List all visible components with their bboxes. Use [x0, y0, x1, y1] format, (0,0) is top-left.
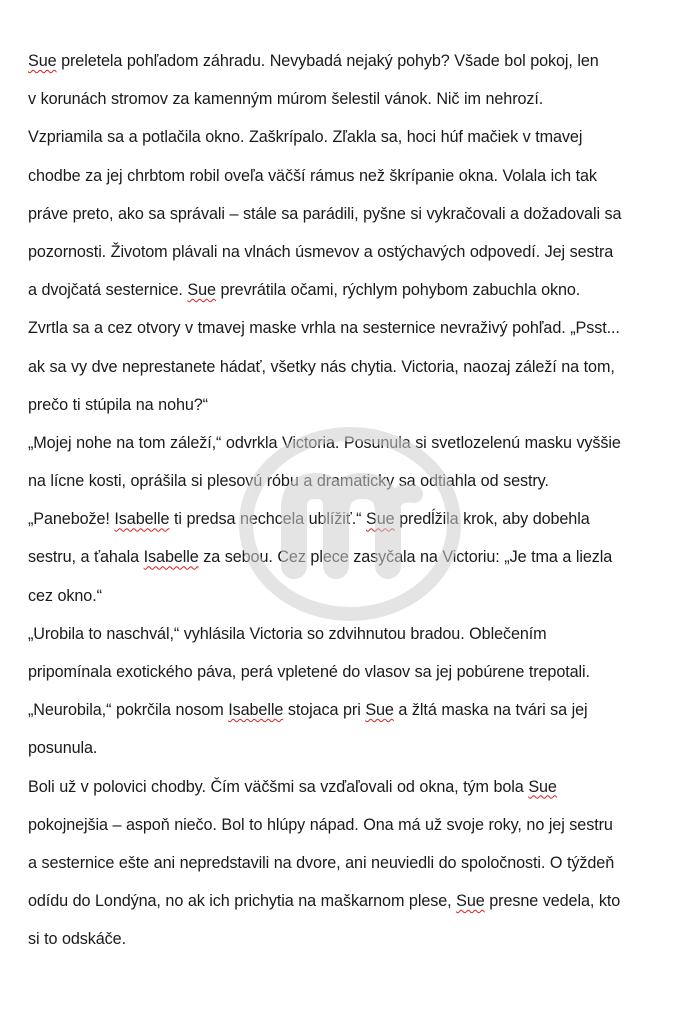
text-segment: práve preto, ako sa správali – stále sa parádili, pyšne si vykračovali a dožadovali sa [28, 204, 622, 223]
spellcheck-flagged-word: Sue [187, 281, 216, 300]
text-line [28, 195, 668, 233]
text-segment: presne vedela, kto [484, 892, 621, 911]
text-line [28, 806, 668, 844]
text-segment: „Neurobila,“ pokrčila nosom [28, 701, 229, 720]
text-line [28, 309, 668, 347]
text-line [28, 538, 668, 576]
text-segment: pripomínala exotického páva, perá vpletené do vlasov sa jej pobúrene trepotali. [28, 663, 590, 681]
text-segment: za sebou. Cez plece zasyčala na Victoriu: „Je tma a liezla [198, 548, 613, 567]
text-segment: ti predsa nechcela ublížiť.“ [169, 510, 367, 529]
text-segment: pokojnejšia – aspoň niečo. Bol to hlúpy nápad. Ona má už svoje roky, no jej sestru [28, 815, 613, 834]
text-segment: „Urobila to naschvál,“ vyhlásila Victoria so zdvihnutou bradou. Oblečením [28, 624, 547, 643]
text-line [28, 386, 668, 424]
text-segment: stojaca pri [283, 701, 366, 720]
text-line [28, 424, 668, 462]
text-segment: „Mojej nohe na tom záleží,“ odvrkla Victoria. Posunula si svetlozelenú masku vyššie [28, 433, 621, 452]
text-line [28, 691, 668, 729]
text-segment: na lícne kosti, oprášila si plesovú róbu a dramaticky sa odtiahla od sestry. [28, 472, 549, 491]
text-segment: si to odskáče. [28, 930, 126, 949]
text-line [28, 882, 668, 920]
text-line [28, 348, 668, 386]
document-text [28, 42, 668, 959]
text-segment: cez okno.“ [28, 586, 102, 605]
spellcheck-flagged-word: Sue [456, 892, 485, 911]
text-line [28, 233, 668, 271]
text-segment: ak sa vy dve neprestanete hádať, všetky nás chytia. Victoria, naozaj záleží na tom, [28, 357, 615, 376]
text-segment: „Panebože! [28, 510, 115, 529]
text-line [28, 118, 668, 156]
text-segment: posunula. [28, 739, 98, 758]
text-line [28, 80, 668, 118]
spellcheck-flagged-word: Isabelle [228, 701, 284, 720]
spellcheck-flagged-word: Sue [365, 701, 394, 720]
text-line [28, 768, 668, 806]
text-line [28, 157, 668, 195]
text-line [28, 42, 668, 80]
text-segment: v korunách stromov za kamenným múrom šelestil vánok. Nič im nehrozí. [28, 90, 544, 109]
text-segment: Zvrtla sa a cez otvory v tmavej maske vrhla na sesternice nevraživý pohľad. „Psst... [28, 319, 620, 338]
spellcheck-flagged-word: Sue [28, 52, 57, 70]
text-segment: prečo ti stúpila na nohu?“ [28, 395, 208, 414]
text-line [28, 844, 668, 882]
text-line [28, 577, 668, 615]
text-line [28, 653, 668, 691]
text-line [28, 462, 668, 500]
text-segment: chodbe za jej chrbtom robil oveľa väčší rámus než škrípanie okna. Volala ich tak [28, 166, 597, 185]
spellcheck-flagged-word: Isabelle [114, 510, 170, 529]
text-segment: a dvojčatá sesternice. [28, 281, 188, 300]
text-line [28, 271, 668, 309]
text-segment: prevrátila očami, rýchlym pohybom zabuchla okno. [215, 281, 581, 300]
text-segment: Boli už v polovici chodby. Čím väčšmi sa vzďaľovali od okna, tým bola [28, 777, 529, 796]
text-segment: a sesternice ešte ani nepredstavili na dvore, ani neuviedli do spoločnosti. O týždeň [28, 853, 615, 872]
text-segment: a žltá maska na tvári sa jej [393, 701, 588, 720]
text-line [28, 500, 668, 538]
text-segment: sestru, a ťahala [28, 548, 144, 567]
text-segment: predĺžila krok, aby dobehla [394, 510, 590, 529]
text-segment: odídu do Londýna, no ak ich prichytia na maškarnom plese, [28, 892, 457, 911]
spellcheck-flagged-word: Sue [366, 510, 395, 529]
spellcheck-flagged-word: Sue [528, 777, 557, 796]
text-segment: preletela pohľadom záhradu. Nevybadá nejaký pohyb? Všade bol pokoj, len [56, 52, 599, 70]
text-line [28, 920, 668, 958]
spellcheck-flagged-word: Isabelle [143, 548, 199, 567]
text-line [28, 615, 668, 653]
text-line [28, 729, 668, 767]
text-segment: Vzpriamila sa a potlačila okno. Zaškrípalo. Zľakla sa, hoci húf mačiek v tmavej [28, 128, 583, 147]
text-segment: pozornosti. Životom plávali na vlnách úsmevov a ostýchavých odpovedí. Jej sestra [28, 242, 614, 261]
